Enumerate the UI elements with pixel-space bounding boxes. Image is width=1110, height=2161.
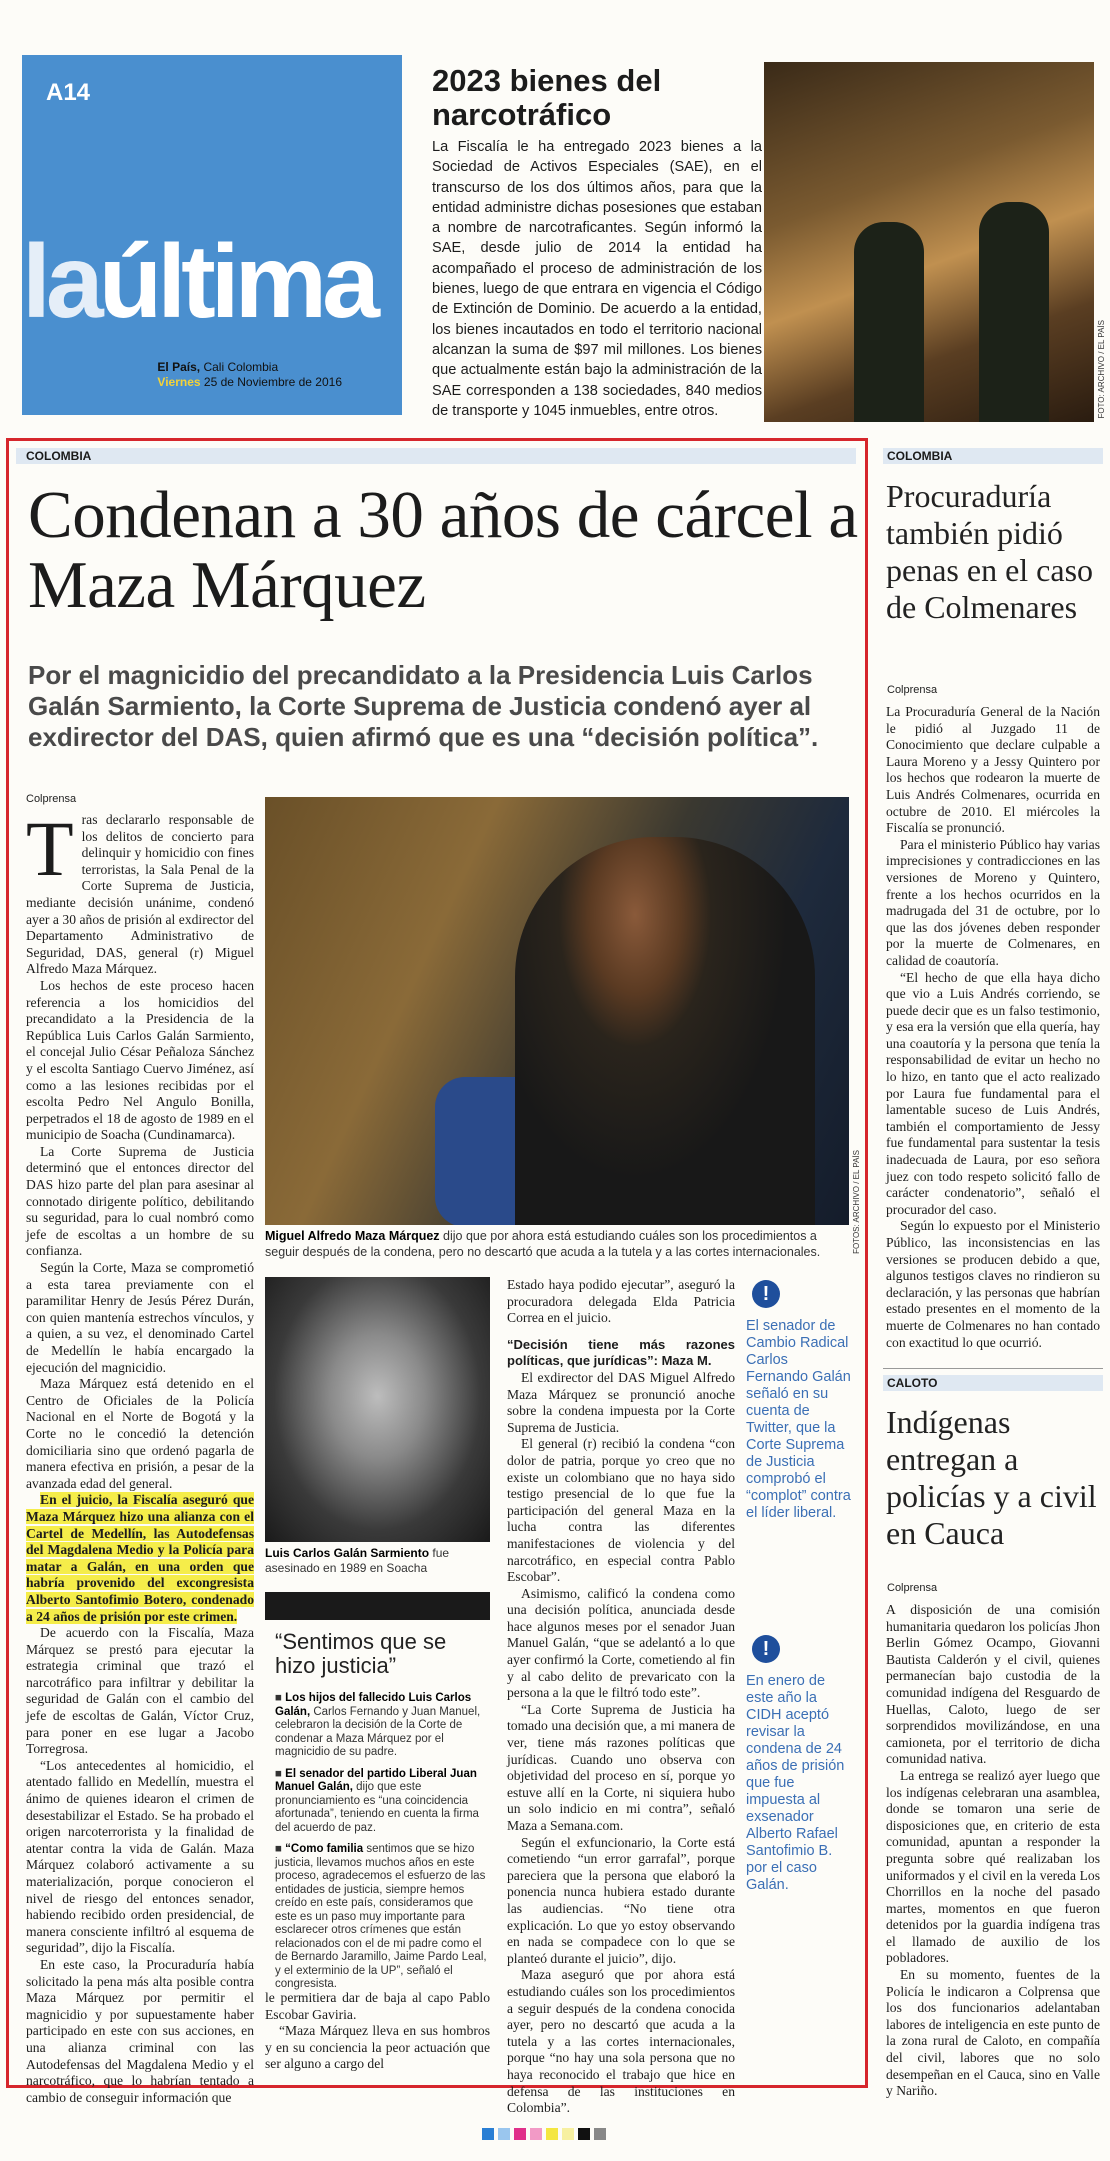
story-body: [886, 704, 1100, 1351]
photo-figure: [979, 202, 1049, 422]
photo-figure: [515, 837, 815, 1225]
maza-photo: [265, 797, 849, 1225]
paragraph: En este caso, la Procuraduría había solicitado la pena más alta posible contra Maza Márquez por permitir el magnicidio y por supuestamente haber participado en este con sus acciones, en una alianza criminal con las Autodefensas del Magdalena Medio y el narcotráfico, que lo habrían tentado a cambio de conseguir información que: [26, 1956, 254, 2105]
alert-icon: !: [752, 1280, 780, 1308]
divider: [883, 1368, 1103, 1369]
paragraph: Para el ministerio Público hay varias imprecisiones y contradicciones en las versiones de Moreno y Quintero, frente a los hechos ocurridos en la madrugada del 31 de octubre, por lo que las dos jóvenes deben responder por la muerte de Colmenares, en calidad de coautoría.: [886, 836, 1100, 968]
story-headline: Procuraduría también pidió penas en el caso de Colmenares: [886, 478, 1094, 625]
photo-figure: [854, 222, 924, 422]
byline: Colprensa: [887, 684, 938, 696]
byline: Colprensa: [887, 1582, 938, 1594]
paragraph: Según la Corte, Maza se comprometió a esta tarea previamente con el paramilitar Henry de Jesús Pérez Durán, con quien mantenía estrechos vínculos, y a quien, a su vez, el denominado Cartel de Medellín le había encargado la ejecución del magnicidio.: [26, 1260, 254, 1375]
main-deck: Por el magnicidio del precandidato a la Presidencia Luis Carlos Galán Sarmiento, la Corte Suprema de Justicia condenó ayer al exdirector del DAS, quien afirmó que es una “decisión política”.: [28, 660, 819, 752]
section-kicker: COLOMBIA: [887, 449, 953, 463]
paragraph: La Corte Suprema de Justicia determinó que el entonces director del DAS hizo parte del plan para asesinar al connotado dirigente político, debilitando su seguridad, para lo cual nombró como jefe de escoltas a un hombre de su confianza.: [26, 1143, 254, 1259]
alert-icon: !: [752, 1635, 780, 1663]
photo-credit: FOTO: ARCHIVO / EL PAÍS: [1097, 320, 1106, 419]
sidebar-title: “Sentimos que se hizo justicia”: [275, 1629, 447, 1678]
main-headline: Condenan a 30 años de cárcel a Maza Márquez: [28, 478, 858, 622]
section-banner: [22, 55, 402, 415]
brief-body: La Fiscalía le ha entregado 2023 bienes a la Sociedad de Activos Especiales (SAE), en el transcurso de los dos últimos años, para que la entidad administre dichas posesiones que estaban a nombre de narcotraficantes. Según informó la SAE, desde julio de 2014 la entidad ha acompañado el proceso de administración de los bienes, luego de que entrara en vigencia el Código de Extinción de Dominio. De acuerdo a la entidad, los bienes incautados en todo el territorio nacional alcanzan la suma de $97 mil millones. Los bienes que actualmente están bajo la administración de la SAE corresponden a 138 sociedades, 840 medios de transporte y 1045 inmuebles, entre otros.: [432, 139, 762, 419]
sidebar-item: ■ “Como familia sentimos que se hizo justicia, llevamos muchos años en este proceso, agradecemos el esfuerzo de las entidades de justicia, siempre hemos creído en este país, consideramos que este es un paso muy importante para esclarecer otros crímenes que están relacionados con el de mi padre como el de Bernardo Jaramillo, Jaime Pardo Leal, y el exterminio de la UP”, señaló el congresista.: [275, 1843, 487, 1990]
paragraph: Estado haya podido ejecutar”, aseguró la procuradora delegada Elda Patricia Correa en el juicio.: [507, 1277, 735, 1326]
drop-cap: T: [26, 805, 74, 892]
article-column-1: [26, 805, 254, 2106]
section-kicker: CALOTO: [887, 1376, 938, 1390]
paragraph: Los hechos de este proceso hacen referencia a los homicidios del precandidato a la Presidencia de la República Luis Carlos Galán Sarmiento, el concejal Julio César Peñaloza Sánchez y el escolta Santiago Cuervo Jiménez, así como a las lesiones recibidas por el escolta Pedro Nel Angulo Bonilla, perpetrados el 18 de agosto de 1989 en el municipio de Soacha (Cundinamarca).: [26, 977, 254, 1143]
paragraph: Maza aseguró que por ahora está estudiando cuáles son los procedimientos a seguir después de la condena conocida ayer, pero no descartó que acuda a la tutela y a las cortes internacionales, porque “no hay una sola persona que no haya reconocido el trabajo que hice en defensa de las instituciones en Colombia”.: [507, 1967, 735, 2116]
story-headline: Indígenas entregan a policías y a civil en Cauca: [886, 1404, 1097, 1551]
sidebar-item: ■ El senador del partido Liberal Juan Manuel Galán, dijo que este pronunciamiento es “una coincidencia afortunada”, teniendo en cuenta la firma del acuerdo de paz.: [275, 1767, 479, 1834]
color-swatch: [578, 2128, 590, 2140]
edition-info: El País, Cali Colombia Viernes 25 de Noviembre de 2016: [157, 360, 342, 389]
section-logo: laúltima: [22, 224, 375, 340]
section-kicker: COLOMBIA: [26, 449, 92, 463]
brief-title: 2023 bienes del narcotráfico: [432, 63, 662, 132]
print-color-bar: [482, 2128, 606, 2140]
paragraph: ras declararlo responsable de los delitos de concierto para delinquir y homicidio con fines terroristas, la Sala Penal de la Corte Suprema de Justicia, mediante decisión unánime, condenó ayer a 30 años de prisión al exdirector del Departamento Administrativo de Seguridad, DAS, general (r) Miguel Alfredo Maza Márquez.: [26, 812, 254, 977]
paragraph: Según el exfuncionario, la Corte está cometiendo “un error garrafal”, porque pareciera que la persona que elaboró la ponencia nunca hubiera estado durante las audiencias. “No tiene otra explicación. Lo que yo estoy observando en nada se compadece con lo que se planteó durante el juicio”, dijo.: [507, 1834, 735, 1966]
brief-photo: [764, 62, 1094, 422]
side-note: El senador de Cambio Radical Carlos Fernando Galán señaló en su cuenta de Twitter, que la Corte Suprema de Justicia comprobó el “complot” contra el líder liberal.: [746, 1318, 851, 1521]
sidebar-item: ■ Los hijos del fallecido Luis Carlos Galán, Carlos Fernando y Juan Manuel, celebraron la decisión de la Corte de condenar a Maza Márquez por el magnicidio de su padre.: [275, 1692, 481, 1758]
paragraph: “Maza Márquez lleva en sus hombros y en su conciencia la peor actuación que ser alguno a cargo del: [265, 2023, 490, 2072]
paragraph: La Procuraduría General de la Nación le pidió al Juzgado 11 de Conocimiento que declare culpable a Laura Moreno y a Jessy Quintero por los hechos que rodearon la muerte de Luis Andrés Colmenares, ocurrida en octubre de 2010. El miércoles la Fiscalía se pronunció.: [886, 704, 1100, 836]
byline: Colprensa: [26, 793, 77, 805]
highlighted-passage: En el juicio, la Fiscalía aseguró que Maza Márquez hizo una alianza con el Cartel de Medellín, las Autodefensas del Magdalena Medio y la Policía para matar a Galán, en una orden que habría provenido del excongresista Alberto Santofimio Botero, condenado a 24 años de prisión por este crimen.: [26, 1492, 254, 1624]
paragraph: Asimismo, calificó la condena como una decisión política, anunciada desde hace algunos meses por el senador Juan Manuel Galán, “que se adelantó a lo que ayer confirmó la Corte, cometiendo al fin y al cabo delito de prevaricato con la persona a la que le filtró todo este”.: [507, 1585, 735, 1701]
paragraph: Maza Márquez está detenido en el Centro de Oficiales de la Policía Nacional en el Norte de Bogotá y la Corte no le concedió la detención domiciliaria sino que ordenó pagarla de manera efectiva en prisión, a pesar de la avanzada edad del general.: [26, 1376, 254, 1491]
color-swatch: [530, 2128, 542, 2140]
paragraph: A disposición de una comisión humanitaria quedaron los policías Jhon Berlin Gómez Ocampo, Giovanni Bautista Calderón y el civil, quienes permanecían bajo custodia de la comunidad indígena del Resguardo de Huellas, Caloto, luego de ser sorprendidos movilizándose, en una camioneta, por el territorio de dicha comunidad nativa.: [886, 1602, 1100, 1767]
galan-photo: [265, 1277, 490, 1542]
paragraph: El general (r) recibió la condena “con dolor de patria, porque yo creo que no existe un colombiano que no haya sido testigo presencial de lo que fue la participación del general Maza en la lucha contra las diferentes manifestaciones de violencia y del narcotráfico, en especial contra Pablo Escobar”.: [507, 1436, 735, 1585]
photo-caption: Miguel Alfredo Maza Márquez dijo que por ahora está estudiando cuáles son los procedimientos a seguir después de la condena, pero no descartó que acuda a la tutela y a las cortes internacionales.: [265, 1229, 821, 1259]
color-swatch: [546, 2128, 558, 2140]
paragraph: “El hecho de que ella haya dicho que vio a Luis Andrés corriendo, se puede decir que es un falso testimonio, y esa era la versión que ella quería, hay una coautoría y la persona que tenía la responsabilidad de evitar un hecho no lo hizo, en tanto que el acto realizado por Laura fue fundamental para el lamentable suceso de Luis Andrés, también el comportamiento de Jessy fue fundamental para sustentar la tesis inadecuada de Laura, por eso señora juez con todo respeto solicitó fallo de carácter condenatorio”, señaló el procurador del caso.: [886, 969, 1101, 1217]
color-swatch: [594, 2128, 606, 2140]
paragraph: “La Corte Suprema de Justicia ha tomado una decisión que, a mi manera de ver, tiene más razones políticas que jurídicas. Cuando uno observa con objetividad del proceso en sí, porque yo estuve allí en la Corte, ni siquiera hubo un solo indicio en mi contra”, señaló Maza a Semana.com.: [507, 1701, 735, 1833]
story-body: [886, 1602, 1100, 2100]
article-column-2: [265, 1990, 490, 2073]
paragraph: “Los antecedentes al homicidio, el atentado fallido en Medellín, muestra el ánimo de quienes idearon el crimen de desestabilizar el Estado. Se ha probado el origen narcoterrorista y la finalidad de atentar contra la vida de Galán. Maza Márquez colaboró activamente a su materialización, porque conocieron el nivel de riesgo del entonces senador, habiendo recibido orden presidencial, de manera consciente infiltró al esquema de seguridad”, dijo la Fiscalía.: [26, 1757, 254, 1956]
photo-caption: Luis Carlos Galán Sarmiento fue asesinado en 1989 en Soacha: [265, 1546, 450, 1575]
paragraph: le permitiera dar de baja al capo Pablo Escobar Gaviria.: [265, 1990, 490, 2022]
side-note: En enero de este año la CIDH aceptó revisar la condena de 24 años de prisión que fue impuesta al exsenador Alberto Rafael Santofimio B. por el caso Galán.: [746, 1673, 845, 1893]
subhead: “Decisión tiene más razones políticas, que jurídicas”: Maza M.: [507, 1336, 735, 1369]
paragraph: La entrega se realizó ayer luego que los indígenas celebraran una asamblea, donde se tomaron una serie de disposiciones que, en criterio de esta comunidad, apuntan a responder la pregunta sobre qué realizaban los uniformados y el civil en la vereda Los Chorrillos en la noche del pasado martes, momentos en que fueron detenidos por la guardia indígena tras el llamado de auxilio de los pobladores.: [886, 1767, 1100, 1966]
paragraph: El exdirector del DAS Miguel Alfredo Maza Márquez se pronunció anoche sobre la condena impuesta por la Corte Suprema de Justicia.: [507, 1369, 735, 1435]
paragraph: En su momento, fuentes de la Policía le indicaron a Colprensa que los dos funcionarios adelantaban labores de inteligencia en este punto de la zona rural de Caloto, en compañía del civil, labores que no solo desempeñan en el Cauca, sino en Valle y Nariño.: [886, 1967, 1100, 2099]
kicker-bar: [16, 448, 856, 464]
page-number: A14: [46, 79, 91, 106]
paragraph: Según lo expuesto por el Ministerio Público, las inconsistencias en las versiones se producen debido a que, algunos testigos claves no rindieron su declaración, y las personas que habrían estado presentes en el momento de la muerte de Colmenares no han contado con exactitud lo que ocurrió.: [886, 1218, 1100, 1350]
paragraph: De acuerdo con la Fiscalía, Maza Márquez se prestó para ejecutar la estrategia criminal que trazó el narcotráfico para infiltrar y debilitar la seguridad de Galán con el cambio del jefe de escoltas de Galán, Víctor Cruz, para poner en ese lugar a Jacobo Torregrosa.: [26, 1625, 254, 1757]
sidebar-bar: [265, 1592, 490, 1620]
color-swatch: [562, 2128, 574, 2140]
article-column-3: [507, 1277, 735, 2117]
color-swatch: [498, 2128, 510, 2140]
color-swatch: [482, 2128, 494, 2140]
color-swatch: [514, 2128, 526, 2140]
photo-credit: FOTOS: ARCHIVO / EL PAÍS: [852, 1150, 861, 1254]
sidebar-items: [275, 1692, 490, 2000]
